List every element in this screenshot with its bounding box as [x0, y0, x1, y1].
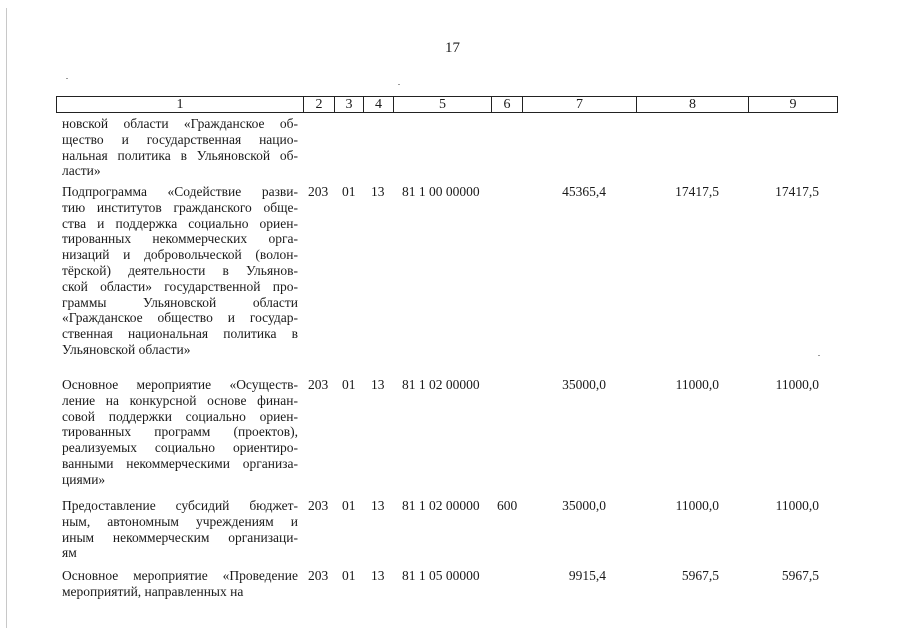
scan-speck — [818, 355, 820, 356]
admin-code-cell: 203 — [308, 184, 329, 199]
description-line: граммы Ульяновской области — [62, 294, 298, 310]
description-line: нальная политика в Ульяновской об- — [62, 147, 298, 163]
subsection-cell: 13 — [371, 568, 385, 583]
scan-left-edge — [6, 8, 7, 628]
amount-col-9-cell: 17417,5 — [775, 184, 819, 199]
description-line: Основное мероприятие «Осуществ- — [62, 377, 298, 392]
description-line: циями» — [62, 471, 106, 487]
header-col-1: 1 — [57, 97, 304, 112]
amount-col-7-cell: 35000,0 — [562, 498, 606, 513]
section-cell: 01 — [342, 184, 356, 199]
description-line: реализуемых социально ориентиро- — [62, 440, 298, 456]
expense-type-cell: 600 — [497, 498, 518, 513]
amount-col-8-cell: 5967,5 — [681, 568, 719, 583]
description-line: Основное мероприятие «Проведение — [62, 568, 298, 583]
amount-col-7-cell: 35000,0 — [562, 377, 606, 392]
amount-col-9-cell: 11000,0 — [775, 498, 819, 513]
header-col-8: 8 — [637, 97, 749, 112]
description-line: ственная национальная политика в — [62, 326, 298, 342]
page-number: 17 — [445, 40, 460, 56]
row-description — [62, 377, 298, 488]
description-line: тированных некоммерческих орга- — [62, 231, 298, 247]
description-line: щество и государственная нацио- — [62, 131, 298, 147]
description-line: тию институтов гражданского обще- — [62, 199, 298, 215]
description-line: Подпрограмма «Содействие разви- — [62, 184, 298, 199]
description-line: Ульяновской области» — [62, 341, 191, 357]
header-col-6: 6 — [492, 97, 523, 112]
admin-code-cell: 203 — [308, 377, 329, 392]
description-line: совой поддержки социально ориен- — [62, 408, 298, 424]
section-cell: 01 — [342, 377, 356, 392]
amount-col-8-cell: 11000,0 — [675, 377, 719, 392]
description-line: «Гражданское общество и государ- — [62, 310, 298, 326]
table-header-row — [56, 96, 838, 113]
row-description — [62, 184, 298, 358]
amount-col-8-cell: 11000,0 — [675, 498, 719, 513]
row-description — [62, 116, 298, 179]
row-description — [62, 568, 298, 600]
amount-col-9-cell: 11000,0 — [775, 377, 819, 392]
description-line: тированных программ (проектов), — [62, 424, 298, 440]
target-article-cell: 81 1 00 00000 — [402, 184, 480, 199]
description-line: ление на конкурсной основе финан- — [62, 392, 298, 408]
description-line: ным, автономным учреждениям и — [62, 513, 298, 529]
amount-col-9-cell: 5967,5 — [781, 568, 819, 583]
admin-code-cell: 203 — [308, 498, 329, 513]
description-line: новской области «Гражданское об- — [62, 116, 298, 131]
admin-code-cell: 203 — [308, 568, 329, 583]
subsection-cell: 13 — [371, 498, 385, 513]
header-col-4: 4 — [364, 97, 394, 112]
description-line: мероприятий, направленных на — [62, 583, 244, 599]
header-col-3: 3 — [335, 97, 364, 112]
amount-col-7-cell: 9915,4 — [568, 568, 606, 583]
description-line: ской области» государственной про- — [62, 278, 298, 294]
description-line: тёрской) деятельности в Ульянов- — [62, 262, 298, 278]
description-line: ласти» — [62, 163, 101, 179]
target-article-cell: 81 1 02 00000 — [402, 377, 480, 392]
scan-speck — [398, 84, 400, 85]
amount-col-7-cell: 45365,4 — [562, 184, 606, 199]
description-line: Предоставление субсидий бюджет- — [62, 498, 298, 513]
target-article-cell: 81 1 02 00000 — [402, 498, 480, 513]
header-col-2: 2 — [304, 97, 335, 112]
header-col-7: 7 — [523, 97, 637, 112]
subsection-cell: 13 — [371, 377, 385, 392]
amount-col-8-cell: 17417,5 — [675, 184, 719, 199]
section-cell: 01 — [342, 498, 356, 513]
row-description — [62, 498, 298, 561]
header-col-9: 9 — [789, 97, 797, 112]
scan-speck — [66, 78, 68, 79]
description-line: ванными некоммерческими организа- — [62, 455, 298, 471]
description-line: ям — [62, 545, 77, 561]
description-line: ства и поддержка социально ориен- — [62, 215, 298, 231]
description-line: низаций и добровольческой (волон- — [62, 247, 298, 263]
header-col-5: 5 — [394, 97, 492, 112]
section-cell: 01 — [342, 568, 356, 583]
description-line: иным некоммерческим организаци- — [62, 529, 298, 545]
subsection-cell: 13 — [371, 184, 385, 199]
target-article-cell: 81 1 05 00000 — [402, 568, 480, 583]
